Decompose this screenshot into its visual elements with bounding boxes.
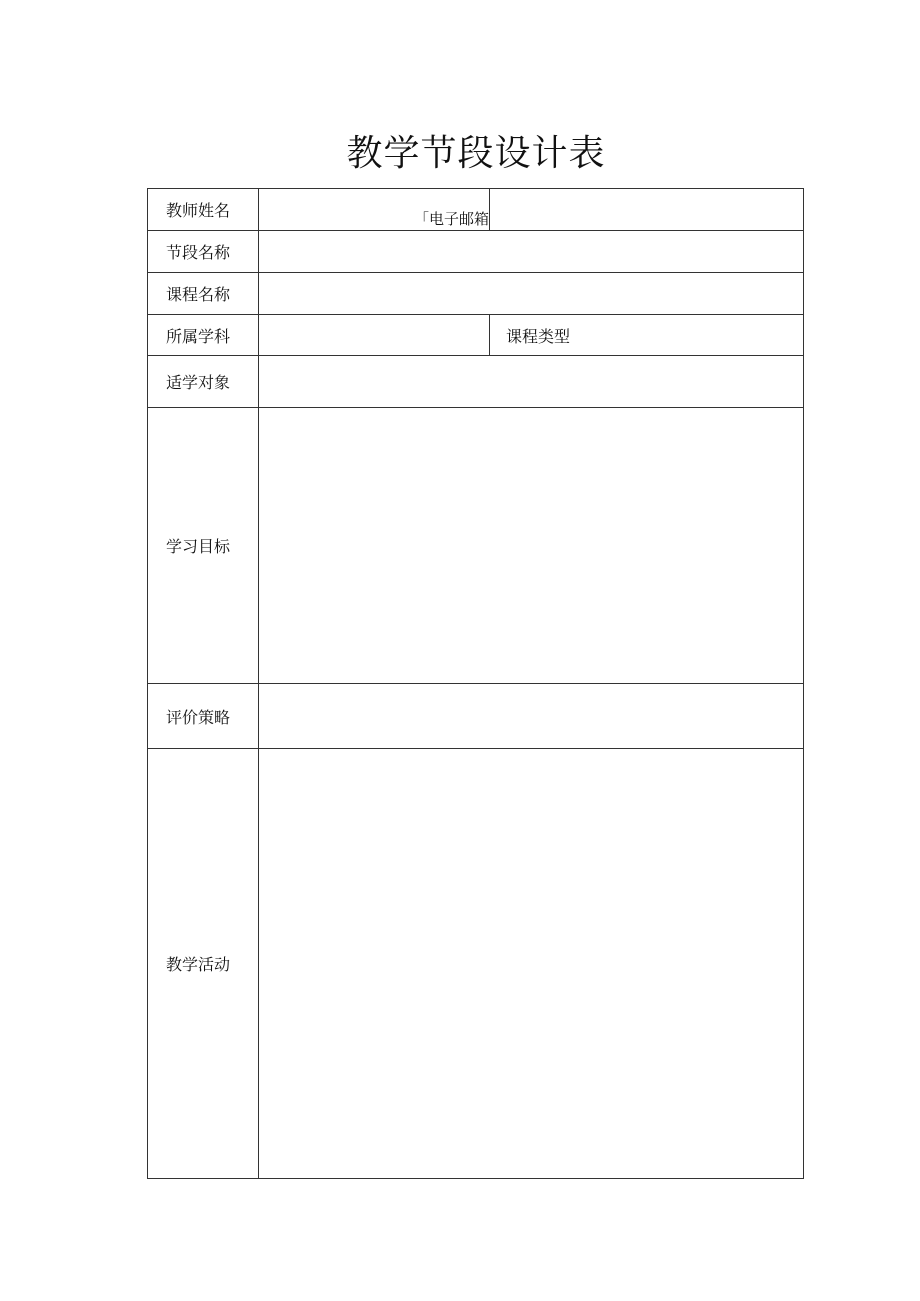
row-target-audience xyxy=(148,356,804,408)
course-name-value[interactable] xyxy=(259,273,804,315)
row-subject xyxy=(148,315,804,356)
row-evaluation-strategy xyxy=(148,684,804,749)
evaluation-strategy-label: 评价策略 xyxy=(148,684,259,749)
course-type-label: 课程类型 xyxy=(490,315,804,356)
evaluation-strategy-value[interactable] xyxy=(259,684,804,749)
page-title: 教学节段设计表 xyxy=(346,133,606,174)
row-section-name xyxy=(148,231,804,273)
row-learning-objectives xyxy=(148,408,804,684)
learning-objectives-label: 学习目标 xyxy=(148,408,259,684)
course-name-label: 课程名称 xyxy=(148,273,259,315)
teacher-name-label: 教师姓名 xyxy=(148,189,259,231)
teaching-activities-value[interactable] xyxy=(259,749,804,1179)
teacher-name-value[interactable] xyxy=(259,189,490,231)
section-name-value[interactable] xyxy=(259,231,804,273)
learning-objectives-value[interactable] xyxy=(259,408,804,684)
subject-value[interactable] xyxy=(259,315,490,356)
teaching-activities-label: 教学活动 xyxy=(148,749,259,1179)
target-audience-label: 适学对象 xyxy=(148,356,259,408)
row-teacher-name xyxy=(148,189,804,231)
design-form-table xyxy=(147,188,804,1179)
row-course-name xyxy=(148,273,804,315)
row-teaching-activities xyxy=(148,749,804,1179)
section-name-label: 节段名称 xyxy=(148,231,259,273)
target-audience-value[interactable] xyxy=(259,356,804,408)
subject-label: 所属学科 xyxy=(148,315,259,356)
email-label: 「电子邮箱 xyxy=(413,210,489,228)
email-value[interactable] xyxy=(490,189,804,231)
